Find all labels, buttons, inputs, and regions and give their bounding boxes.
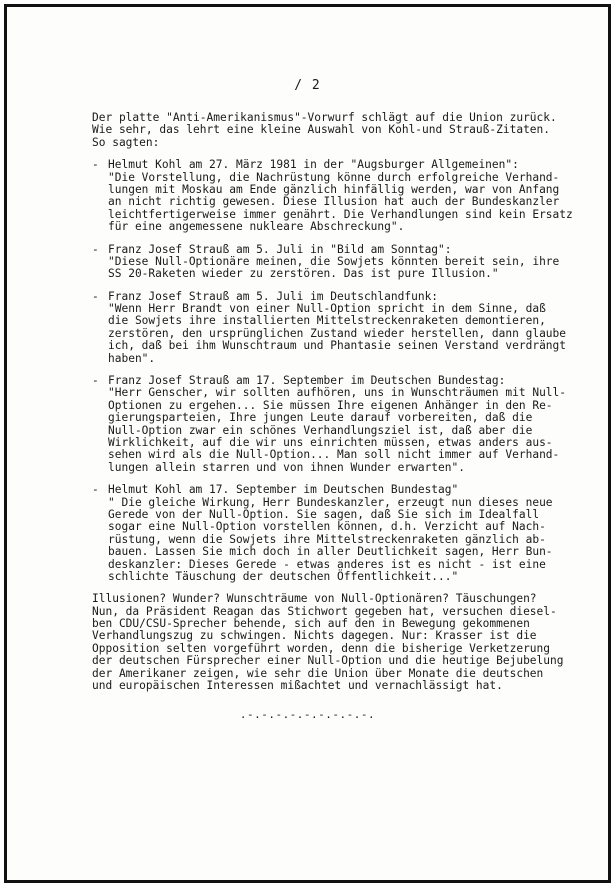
quote-line: für eine angemessene nukleare Abschreckung". (108, 220, 405, 234)
text-line: Illusionen? Wunder? Wunschträume von Null-Optionären? Täuschungen? (92, 592, 537, 606)
quote-source: Franz Josef Strauß am 5. Juli im Deutschlandfunk: (108, 289, 439, 303)
quote-line: schlichte Täuschung der deutschen Öffentlichkeit..." (108, 569, 459, 583)
quote-source: Helmut Kohl am 17. September im Deutschen Bundestag" (108, 483, 459, 497)
quote-line: SS 20-Raketen wieder zu zerstören. Das ist pure Illusion." (108, 267, 499, 281)
bullet-dash: - (92, 483, 99, 497)
quote-line: die Sowjets ihre installierten Mittelstreckenraketen demontieren, (108, 314, 546, 328)
closing-paragraph (92, 593, 592, 692)
text-line: und europäischen Interessen mißachtet und vernachlässigt hat. (92, 679, 503, 693)
quote-line: Wirklichkeit, auf die wir uns einrichten müssen, etwas anders aus- (108, 435, 553, 449)
quote-line: sehen wird als die Null-Option... Man soll nicht immer auf Verhand- (108, 448, 560, 462)
quote-strauss-deutschlandfunk (92, 291, 592, 365)
bullet-dash: - (92, 158, 99, 172)
quote-line: gierungsparteien, Ihre jungen Leute darauf vorbereiten, daß die (108, 411, 533, 425)
text-line: ben CDU/CSU-Sprecher behende, sich auf den in Bewegung gekommenen (92, 617, 530, 631)
text-line: Verhandlungszug zu schwingen. Nichts dagegen. Nur: Krasser ist die (92, 629, 537, 643)
text-line: Wie sehr, das lehrt eine kleine Auswahl von Kohl-und Strauß-Zitaten. (92, 123, 551, 137)
quote-line: "Die Vorstellung, die Nachrüstung könne durch erfolgreiche Verhand- (108, 170, 560, 184)
quote-line: lungen mit Moskau am Ende gänzlich hinfällig werden, war von Anfang (108, 182, 560, 196)
quote-strauss-bundestag (92, 375, 592, 474)
quote-line: lungen allein starren und von ihnen Wunder erwarten". (108, 460, 465, 474)
quote-line: leichtfertigerweise immer genährt. Die Verhandlungen sind kein Ersatz (108, 207, 573, 221)
quote-line: deskanzler: Dieses Gerede - etwas anderes ist es nicht - ist eine (108, 557, 546, 571)
text-line: So sagten: (92, 135, 160, 149)
quote-line: zerstören, den ursprünglichen Zustand wieder herstellen, dann glaube (108, 326, 567, 340)
quote-kohl-augsburger (92, 159, 592, 233)
quote-line: sogar eine Null-Option vorstellen können, d.h. Verzicht auf Nach- (108, 520, 546, 534)
quote-line: "Diese Null-Optionäre meinen, die Sowjets könnten bereit sein, ihre (108, 254, 560, 268)
document-body (92, 112, 592, 692)
quote-line: " Die gleiche Wirkung, Herr Bundeskanzler, erzeugt nun dieses neue (108, 495, 553, 509)
quote-source: Franz Josef Strauß am 5. Juli in "Bild am Sonntag": (108, 242, 452, 256)
quote-strauss-bild (92, 244, 592, 281)
intro-paragraph (92, 112, 592, 149)
quote-line: "Herr Genscher, wir sollten aufhören, uns in Wunschträumen mit Null- (108, 386, 567, 400)
quote-source: Helmut Kohl am 27. März 1981 in der "Augsburger Allgemeinen": (108, 158, 519, 172)
quote-line: an nicht richtig gewesen. Diese Illusion hat auch der Bundeskanzler (108, 195, 560, 209)
end-separator: .-.-.-.-.-.-.-.-.-. (239, 708, 376, 721)
quote-line: bauen. Lassen Sie mich doch in aller Deutlichkeit sagen, Herr Bun- (108, 545, 553, 559)
text-line: Nun, da Präsident Reagan das Stichwort gegeben hat, versuchen diesel- (92, 604, 557, 618)
quote-line: "Wenn Herr Brandt von einer Null-Option spricht in dem Sinne, daß (108, 302, 546, 316)
text-line: Opposition selten vorgeführt worden, denn die bisherige Verketzerung (92, 641, 551, 655)
quote-line: ich, daß bei ihm Wunschtraum und Phantasie seinen Verstand verdrängt (108, 339, 567, 353)
quote-line: haben". (108, 351, 156, 365)
quote-line: rüstung, wenn die Sowjets ihre Mittelstreckenraketen gänzlich ab- (108, 532, 546, 546)
text-line: Der platte "Anti-Amerikanismus"-Vorwurf schlägt auf die Union zurück. (92, 111, 557, 124)
quote-source: Franz Josef Strauß am 17. September im Deutschen Bundestag: (108, 374, 506, 388)
quote-line: Optionen zu ergehen... Sie müssen Ihre eigenen Anhänger in den Re- (108, 398, 553, 412)
quote-line: Null-Option zwar ein schönes Verhandlungsziel ist, daß aber die (108, 423, 533, 437)
bullet-dash: - (92, 289, 99, 303)
page-number: / 2 (294, 78, 321, 93)
bullet-dash: - (92, 374, 99, 388)
text-line: der deutschen Fürsprecher einer Null-Option und die heutige Bejubelung (92, 654, 564, 668)
bullet-dash: - (92, 242, 99, 256)
quote-line: Gerede von der Null-Option. Sie sagen, daß Sie sich im Idealfall (108, 507, 540, 521)
quote-kohl-bundestag (92, 484, 592, 583)
text-line: der Amerikaner zeigen, wie sehr die Union über Monate die deutschen (92, 666, 544, 680)
